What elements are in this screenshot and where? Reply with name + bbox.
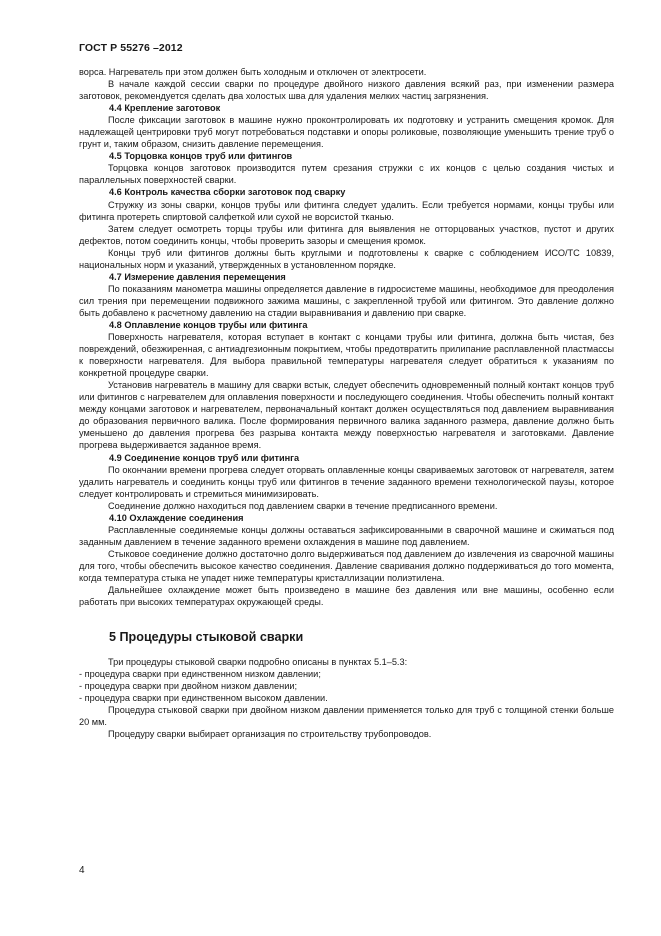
list-item: - процедура сварки при единственном высоком давлении. bbox=[79, 693, 328, 704]
subsection-heading-4-6: 4.6 Контроль качества сборки заготовок под сварку bbox=[109, 187, 346, 198]
paragraph: Стыковое соединение должно достаточно долго выдерживаться под давлением до извлечения из сварочной машины для того, чтобы обеспечить высокое качество соединения. Давление сваривания должно поддерживаться до того момента, когда температура стыка не упадет ниже температуры кристаллизации полиэтилена. bbox=[79, 548, 614, 583]
list-item: - процедура сварки при единственном низком давлении; bbox=[79, 669, 321, 680]
subsection-heading-4-4: 4.4 Крепление заготовок bbox=[109, 103, 221, 114]
paragraph: Торцовка концов заготовок производится путем срезания стружки с их концов с целью создания чистых и параллельных поверхностей сварки. bbox=[79, 163, 614, 186]
page-number: 4 bbox=[79, 865, 85, 876]
paragraph: Поверхность нагревателя, которая вступает в контакт с концами трубы или фитинга, должна быть чистая, без повреждений, обезжиренная, с антиадгезионным покрытием, чтобы предотвратить прилипание расплавленной пластмассы к поверхности нагревателя. Для выбора правильной температуры нагревателя следует обратиться к указаниям по конкретной процедуре сварки. bbox=[79, 332, 614, 379]
document-body bbox=[79, 66, 614, 740]
paragraph: Три процедуры стыковой сварки подробно описаны в пунктах 5.1–5.3: bbox=[108, 657, 408, 668]
paragraph: После фиксации заготовок в машине нужно проконтролировать их подготовку и устранить смещения кромок. Для надлежащей центрировки труб могут потребоваться подставки и опоры роликовые, позволяющие уменьшить трение труб о грунт и, таким образом, снизить давление перемещения. bbox=[79, 115, 614, 150]
subsection-heading-4-7: 4.7 Измерение давления перемещения bbox=[109, 271, 286, 282]
paragraph: Процедура стыковой сварки при двойном низком давлении применяется только для труб с толщиной стенки больше 20 мм. bbox=[79, 705, 614, 728]
paragraph: В начале каждой сессии сварки по процедуре двойного низкого давления всякий раз, при изменении размера заготовок, рекомендуется сделать два холостых шва для удаления мелких частиц загрязнения. bbox=[79, 79, 614, 102]
paragraph: По показаниям манометра машины определяется давление в гидросистеме машины, необходимое для преодоления сил трения при перемещении подвижного зажима машины, с закрепленной трубой или фитингом. Это давление должно быть добавлено к расчетному давлению на стадии выравнивания и давлению при сварке. bbox=[79, 283, 614, 318]
paragraph: По окончании времени прогрева следует оторвать оплавленные концы свариваемых заготовок от нагревателя, затем удалить нагреватель и соединить концы труб или фитингов в течение заданного времени технологической паузы, которое следует контролировать и стремиться минимизировать. bbox=[79, 464, 614, 499]
paragraph: Стружку из зоны сварки, концов трубы или фитинга следует удалить. Если требуется нормами, концы трубы или фитинга протереть спиртовой салфеткой или сухой не ворсистой тканью. bbox=[79, 199, 614, 222]
subsection-heading-4-9: 4.9 Соединение концов труб или фитинга bbox=[109, 452, 300, 463]
section-heading-5: 5 Процедуры стыковой сварки bbox=[109, 630, 304, 645]
paragraph-continuation: ворса. Нагреватель при этом должен быть холодным и отключен от электросети. bbox=[79, 67, 427, 77]
paragraph: Расплавленные соединяемые концы должны оставаться зафиксированными в сварочной машине и сжиматься под заданным давлением в течение заданного времени охлаждения в машине под давлением. bbox=[79, 524, 614, 547]
paragraph: Процедуру сварки выбирает организация по строительству трубопроводов. bbox=[108, 729, 432, 740]
subsection-heading-4-10: 4.10 Охлаждение соединения bbox=[109, 512, 244, 523]
paragraph: Дальнейшее охлаждение может быть произведено в машине без давления или вне машины, особенно если работать при высоких температурах окружающей среды. bbox=[79, 585, 614, 608]
list-item: - процедура сварки при двойном низком давлении; bbox=[79, 681, 298, 692]
paragraph: Соединение должно находиться под давлением сварки в течение предписанного времени. bbox=[108, 500, 498, 511]
subsection-heading-4-8: 4.8 Оплавление концов трубы или фитинга bbox=[109, 319, 308, 330]
document-header: ГОСТ Р 55276 –2012 bbox=[79, 42, 183, 54]
paragraph: Затем следует осмотреть торцы трубы или фитинга для выявления не отторцованых участков, пустот и других дефектов, потом соединить концы, чтобы проверить зазоры и смещения кромок. bbox=[79, 223, 614, 246]
paragraph: Установив нагреватель в машину для сварки встык, следует обеспечить одновременный полный контакт концов труб или фитингов с нагревателем для оплавления поверхности и последующего соединения. Чтобы обеспечить полный контакт между концами заготовок и нагревателем, первоначальный контакт должен осуществляться под давлением выравнивания до образования первичного валика. После формирования первичного валика заданного размера, давление должно быть уменьшено до давления прогрева без разрыва контакта между поверхностью нагревателя и заготовками. Давление прогрева выдерживается заданное время. bbox=[79, 380, 614, 451]
subsection-heading-4-5: 4.5 Торцовка концов труб или фитингов bbox=[109, 151, 293, 162]
paragraph: Концы труб или фитингов должны быть круглыми и подготовлены к сварке с соблюдением ИСО/ТС 10839, национальных норм и указаний, утвержденных в установленном порядке. bbox=[79, 247, 614, 270]
